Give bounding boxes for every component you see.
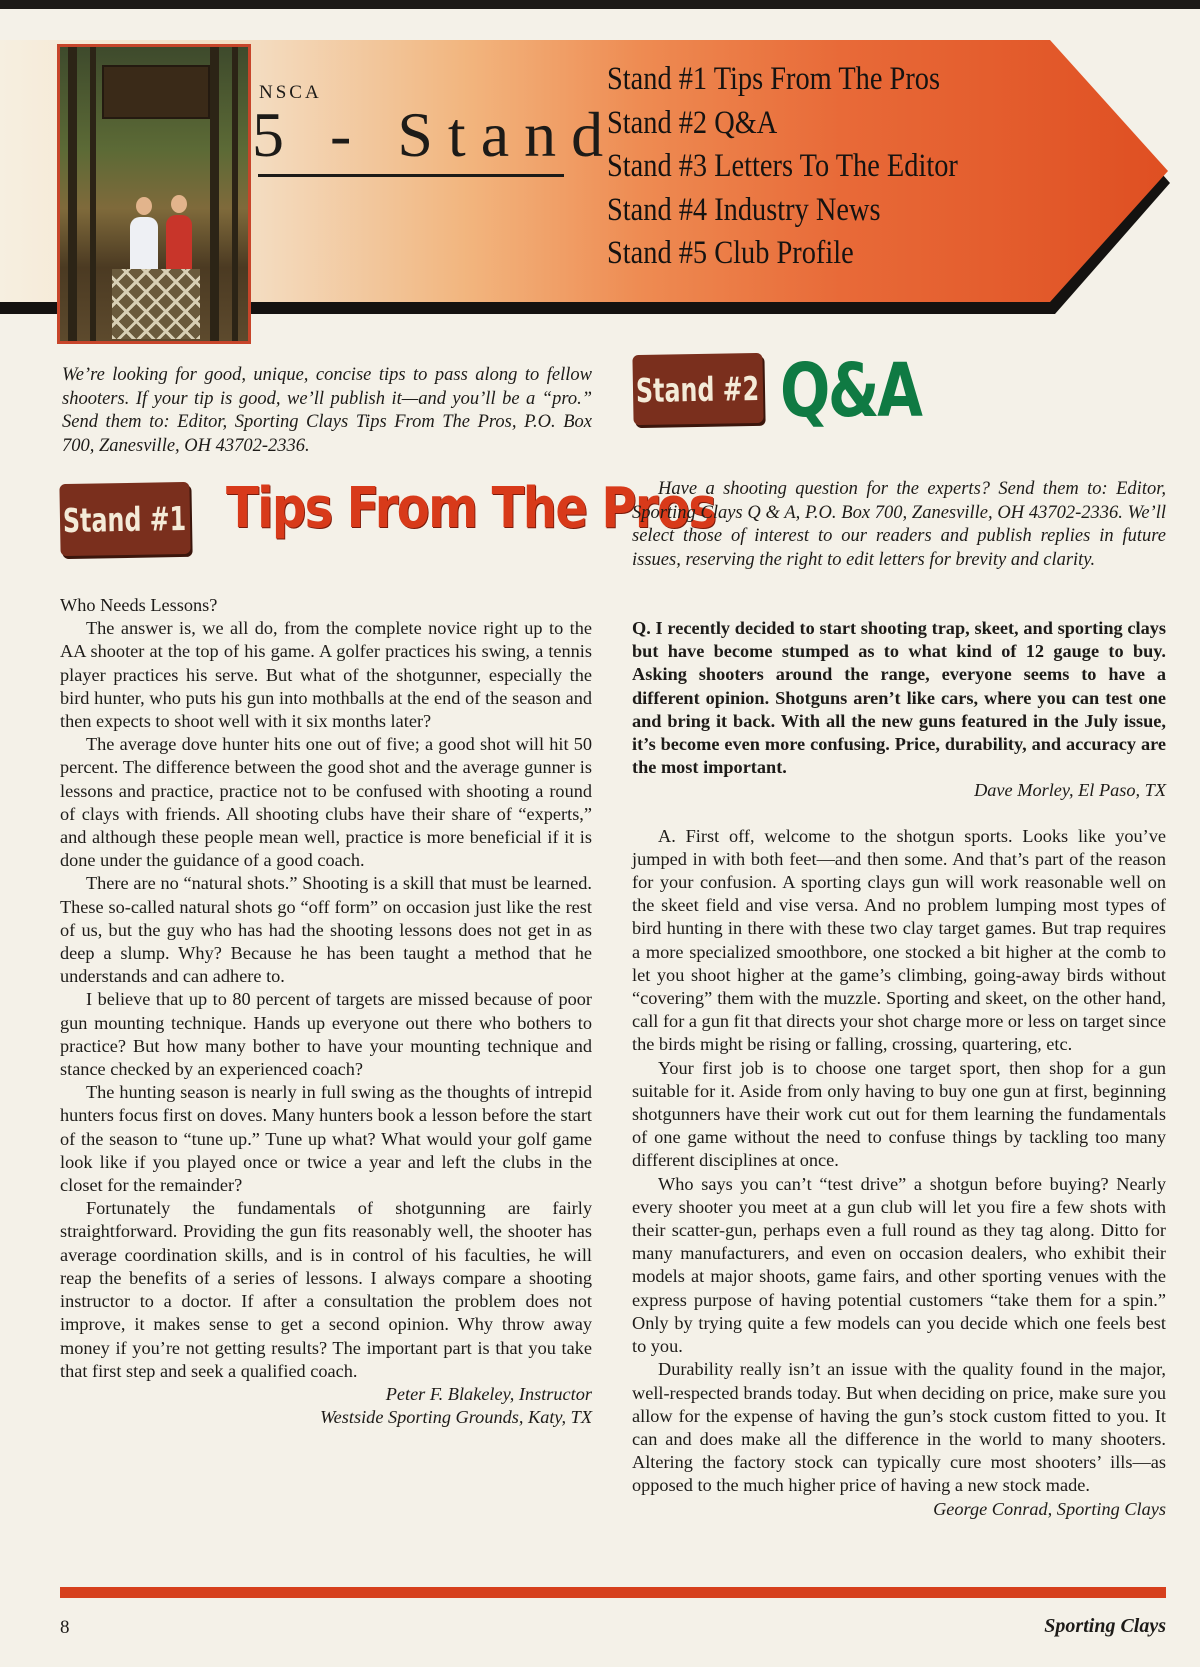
section-title: 5 - Stand: [252, 99, 619, 170]
toc-item-stand-3: Stand #3 Letters To The Editor: [607, 148, 958, 184]
author-name: Peter F. Blakeley, Instructor: [385, 1383, 592, 1404]
answer-paragraph: A. First off, welcome to the shotgun sports. Looks like you’ve jumped in with both feet—and then some. And that’s part of the reason for your confusion. A sporting clays gun will work reasonable well on the skeet field and vise versa. And no problem lumping most types of bird hunting in there with these two clay target games. But trap requires a more specialized smoothbore, one stocked a bit higher at the comb to let you shoot higher at the game’s climbing, going-away birds without “covering” them with the muzzle. Sporting and skeet, on the other hand, call for a gun fit that directs your shot charge more or less on target since the birds might be rising or falling, crossing, quartering, etc.: [632, 825, 1166, 1055]
article-paragraph: I believe that up to 80 percent of targets are missed because of poor gun mounting technique. Hands up everyone out there who bothers to practice? But how many bother to have your mounting technique and stance checked by an experienced coach?: [60, 989, 592, 1080]
magazine-name: Sporting Clays: [1044, 1615, 1166, 1637]
footer-rule: [60, 1587, 1166, 1598]
org-label: NSCA: [259, 82, 322, 103]
question-author: Dave Morley, El Paso, TX: [974, 780, 1166, 801]
author-affiliation: Westside Sporting Grounds, Katy, TX: [320, 1407, 592, 1428]
answer-paragraph: Your first job is to choose one target sport, then shop for a gun suitable for it. Aside from only having to buy one gun at first, beginning shotgunners have their work cut out for them learning the fundamentals of one game without the need to confuse things by tackling too many different disciplines at once.: [632, 1057, 1166, 1171]
toc-item-stand-4: Stand #4 Industry News: [607, 191, 881, 228]
article-paragraph: The answer is, we all do, from the complete novice right up to the AA shooter at the top of his game. A golfer practices his swing, a tennis player practices his serve. But what of the shotgunner, especially the bird hunter, who puts his gun into mothballs at the end of the season and then expects to shoot well with it six months later?: [60, 618, 592, 732]
article-paragraph: Fortunately the fundamentals of shotgunning are fairly straightforward. Providing the gun fits reasonably well, the shooter has average coordination skills, and is in control of his faculties, he will reap the benefits of a series of lessons. I always compare a shooting instructor to a doctor. If after a consultation the problem does not improve, it makes sense to get a second opinion. Why throw away money if you’re not getting results? The important part is that you take that first step and seek a qualified coach.: [60, 1198, 592, 1381]
answer-author: George Conrad, Sporting Clays: [933, 1498, 1166, 1519]
article-heading: Who Needs Lessons?: [60, 595, 218, 615]
tips-intro: We’re looking for good, unique, concise tips to pass along to fellow shooters. If your tip is good, we’ll publish it—and you’ll be a “pro.” Send them to: Editor, Sporting Clays Tips From The Pros, P.O. Box 700, Zanesville, OH 43702-2336.: [62, 365, 592, 456]
qa-article: [632, 617, 1166, 1521]
toc-item-stand-2: Stand #2 Q&A: [607, 104, 778, 141]
stand-1-sign: Stand #1: [59, 482, 190, 556]
top-edge-bar: [0, 0, 1200, 9]
article-paragraph: The average dove hunter hits one out of five; a good shot will hit 50 percent. The difference between the good shot and the average gunner is lessons and practice, practice not to be confused with shooting a round of clays with friends. All shooting clubs have their share of “experts,” and although these people mean well, practice is more beneficial if it is done under the guidance of a good coach.: [60, 734, 592, 871]
stand-contents-list: [607, 58, 1015, 276]
shooting-tower: [102, 65, 210, 119]
toc-item-stand-5: Stand #5 Club Profile: [607, 235, 854, 271]
toc-item-stand-1: Stand #1 Tips From The Pros: [607, 61, 941, 97]
answer-paragraph: Who says you can’t “test drive” a shotgun before buying? Nearly every shooter you meet at a gun club will let you fire a few shots with their scatter-gun, perhaps even a full round as they tag along. Ditto for many manufacturers, and even on occasion dealers, who exhibit their models at major shoots, game fairs, and other sporting venues with the express purpose of having potential customers “take them for a spin.” Only by trying quite a few models can you decide which one feels best to you.: [632, 1173, 1166, 1357]
tips-article: [60, 594, 592, 1429]
lattice-railing: [112, 269, 200, 339]
header-photo: [57, 44, 251, 344]
page-number: 8: [60, 1617, 70, 1638]
instructor-figure: [166, 215, 192, 273]
reader-question: Q. I recently decided to start shooting trap, skeet, and sporting clays but have become stumped as to what kind of 12 gauge to buy. Asking shooters around the range, everyone seems to have a different opinion. Shotguns aren’t like cars, where you can test one and bring it back. With all the new guns featured in the July issue, it’s become even more confusing. Price, durability, and accuracy are the most important.: [632, 618, 1166, 778]
article-paragraph: There are no “natural shots.” Shooting is a skill that must be learned. These so-called natural shots go “off form” on occasion just like the rest of us, but the guy who has had the shooting lessons does not get in as deep a slump. Why? Because he has been taught a method that he understands and can adhere to.: [60, 873, 592, 987]
shooter-figure: [130, 217, 158, 273]
tips-heading: Tips From The Pros: [226, 476, 716, 541]
qa-heading: Q&A: [780, 348, 921, 434]
title-underline: [258, 174, 564, 177]
stand-2-sign: Stand #2: [632, 353, 763, 425]
answer-paragraph: Durability really isn’t an issue with the quality found in the major, well-respected brands today. But when deciding on price, make sure you allow for the expense of having the gun’s stock custom fitted to you. It can and does make all the difference in the world to many shooters. Altering the factory stock can typically cure most shooters’ ills—as opposed to the much higher price of having a new stock made.: [632, 1359, 1166, 1496]
article-paragraph: The hunting season is nearly in full swing as the thoughts of intrepid hunters focus first on doves. Many hunters book a lesson before the start of the season to “tune up.” Tune up what? What would your golf game look like if you played once or twice a year and left the clubs in the closet for the remainder?: [60, 1082, 592, 1196]
qa-intro: Have a shooting question for the experts? Send them to: Editor, Sporting Clays Q & A, P.O. Box 700, Zanesville, OH 43702-2336. We’ll select those of interest to our readers and publish replies in future issues, reserving the right to edit letters for brevity and clarity.: [632, 479, 1166, 570]
